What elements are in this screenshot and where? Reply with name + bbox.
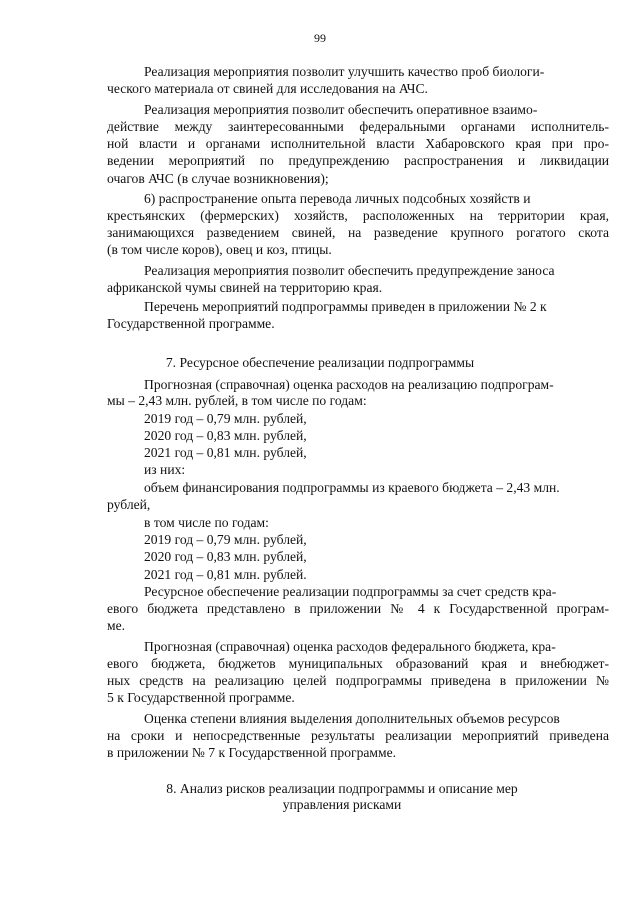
text-line: рублей, bbox=[107, 497, 151, 512]
section-heading: 7. Ресурсное обеспечение реализации подпрограммы bbox=[165, 355, 475, 370]
text-line: Реализация мероприятия позволит обеспечить предупреждение заноса bbox=[144, 263, 555, 278]
text-line: мы – 2,43 млн. рублей, в том числе по годам: bbox=[107, 393, 367, 408]
text-line: 6) распространение опыта перевода личных подсобных хозяйств и bbox=[144, 191, 531, 206]
text-line: очагов АЧС (в случае возникновения); bbox=[107, 171, 329, 186]
text-line: евого бюджета, бюджетов муниципальных образований края и внебюджет- bbox=[107, 656, 609, 671]
text-line: Прогнозная (справочная) оценка расходов на реализацию подпрограм- bbox=[144, 377, 554, 392]
text-line: Оценка степени влияния выделения дополнительных объемов ресурсов bbox=[144, 711, 560, 726]
page-number: 99 bbox=[314, 31, 326, 45]
text-line: Государственной программе. bbox=[107, 316, 275, 331]
text-line: на сроки и непосредственные результаты реализации мероприятий приведена bbox=[107, 728, 609, 743]
text-line: 2020 год – 0,83 млн. рублей, bbox=[144, 428, 307, 443]
text-line: Ресурсное обеспечение реализации подпрограммы за счет средств кра- bbox=[144, 584, 557, 599]
text-line: ных средств на реализацию целей подпрограммы приведена в приложении № bbox=[107, 673, 609, 688]
text-line: 2019 год – 0,79 млн. рублей, bbox=[144, 532, 307, 547]
text-line: Прогнозная (справочная) оценка расходов федерального бюджета, кра- bbox=[144, 639, 556, 654]
text-line: Реализация мероприятия позволит улучшить качество проб биологи- bbox=[144, 64, 545, 79]
text-line: крестьянских (фермерских) хозяйств, расположенных на территории края, bbox=[107, 208, 609, 223]
text-line: ческого материала от свиней для исследования на АЧС. bbox=[107, 81, 428, 96]
text-line: 2019 год – 0,79 млн. рублей, bbox=[144, 411, 307, 426]
text-line: в приложении № 7 к Государственной программе. bbox=[107, 745, 397, 760]
text-line: ведении мероприятий по предупреждению распространения и ликвидации bbox=[107, 153, 609, 168]
text-line: объем финансирования подпрограммы из краевого бюджета – 2,43 млн. bbox=[144, 480, 560, 495]
text-line: ной власти и органами исполнительной власти Хабаровского края при про- bbox=[107, 136, 609, 151]
text-line: в том числе по годам: bbox=[144, 515, 269, 530]
text-line: 2021 год – 0,81 млн. рублей. bbox=[144, 567, 307, 582]
text-line: Перечень мероприятий подпрограммы приведен в приложении № 2 к bbox=[144, 299, 547, 314]
text-line: занимающихся разведением свиней, на разведение крупного рогатого скота bbox=[107, 225, 609, 240]
text-line: (в том числе коров), овец и коз, птицы. bbox=[107, 242, 332, 257]
text-line: 2021 год – 0,81 млн. рублей, bbox=[144, 445, 307, 460]
text-line: евого бюджета представлено в приложении № 4 к Государственной програм- bbox=[107, 601, 609, 616]
text-line: ме. bbox=[107, 618, 126, 633]
text-line: Реализация мероприятия позволит обеспечить оперативное взаимо- bbox=[144, 102, 538, 117]
text-line: 5 к Государственной программе. bbox=[107, 690, 295, 705]
text-line: африканской чумы свиней на территорию края. bbox=[107, 280, 383, 295]
section-heading: 8. Анализ рисков реализации подпрограммы и описание мер bbox=[166, 781, 518, 796]
text-line: из них: bbox=[144, 462, 186, 477]
text-line: 2020 год – 0,83 млн. рублей, bbox=[144, 549, 307, 564]
section-heading: управления рисками bbox=[282, 797, 402, 812]
text-line: действие между заинтересованными федеральными органами исполнитель- bbox=[107, 119, 609, 134]
